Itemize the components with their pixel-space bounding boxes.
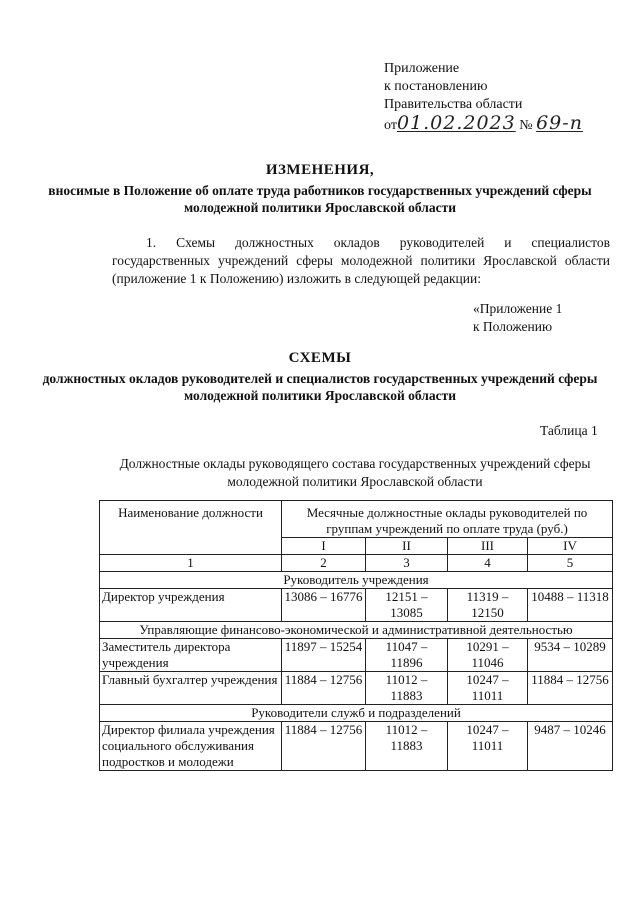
salary-cell: 11884 – 12756 xyxy=(282,722,366,771)
salary-cell: 11884 – 12756 xyxy=(528,672,613,705)
position-name: Главный бухгалтер учреждения xyxy=(100,672,282,705)
header-monthly-salaries: Месячные должностные оклады руководителей по группам учреждений по оплате труда (руб.) xyxy=(282,501,613,538)
section-title: Управляющие финансово-экономической и административной деятельностью xyxy=(100,622,613,639)
annex-date-line xyxy=(384,114,583,135)
salary-cell: 10247 – 11011 xyxy=(448,722,528,771)
group-header: II xyxy=(366,538,448,555)
table-number: Таблица 1 xyxy=(540,423,598,438)
salary-cell: 9534 – 10289 xyxy=(528,639,613,672)
number-label: № xyxy=(519,118,533,133)
table-row xyxy=(100,672,613,705)
section-row xyxy=(100,572,613,589)
table-caption: Должностные оклады руководящего состава государственных учреждений сферы молодежной политики Ярославской области xyxy=(119,456,591,489)
position-name: Директор филиала учреждения социального обслуживания подростков и молодежи xyxy=(100,722,282,771)
salary-cell: 12151 – 13085 xyxy=(366,589,448,622)
salary-cell: 13086 – 16776 xyxy=(282,589,366,622)
salary-cell: 9487 – 10246 xyxy=(528,722,613,771)
salary-cell: 11012 – 11883 xyxy=(366,722,448,771)
changes-title: ИЗМЕНЕНИЯ, xyxy=(265,162,375,178)
salary-cell: 11884 – 12756 xyxy=(282,672,366,705)
position-name: Заместитель директора учреждения xyxy=(100,639,282,672)
annex-line-3: Правительства области xyxy=(384,97,523,112)
paragraph-text: 1. Схемы должностных окладов руководителей и специалистов государственных учреждений сферы молодежной политики Ярославской области (приложение 1 к Положению) изложить в следующей редакции: xyxy=(112,235,610,286)
salary-cell: 10488 – 11318 xyxy=(528,589,613,622)
column-number: 5 xyxy=(528,555,613,572)
table-row xyxy=(100,722,613,771)
annex-1-block xyxy=(473,300,562,336)
section-row xyxy=(100,622,613,639)
schemes-title: СХЕМЫ xyxy=(288,350,352,366)
annex-line-2: к постановлению xyxy=(384,79,488,94)
body-paragraph xyxy=(112,234,610,288)
column-number: 1 xyxy=(100,555,282,572)
annex-1-line-1: «Приложение 1 xyxy=(473,301,563,316)
salary-cell: 11897 – 15254 xyxy=(282,639,366,672)
annex-1-line-2: к Положению xyxy=(473,319,553,334)
changes-subtitle: вносимые в Положение об оплате труда работников государственных учреждений сферы молодежной политики Ярославской области xyxy=(48,183,592,215)
section-title: Руководители служб и подразделений xyxy=(100,705,613,722)
table-header-row xyxy=(100,501,613,538)
column-number: 3 xyxy=(366,555,448,572)
annex-line-1: Приложение xyxy=(384,61,460,76)
table-row xyxy=(100,639,613,672)
schemes-subtitle: должностных окладов руководителей и специалистов государственных учреждений сферы молодежной политики Ярославской области xyxy=(42,371,598,403)
salary-table xyxy=(99,500,613,771)
handwritten-number: 69-п xyxy=(536,112,583,134)
from-label: от xyxy=(384,118,397,133)
header-position-name: Наименование должности xyxy=(100,501,282,555)
salary-cell: 10291 – 11046 xyxy=(448,639,528,672)
handwritten-date: 01.02.2023 xyxy=(396,112,516,134)
salary-cell: 11319 – 12150 xyxy=(448,589,528,622)
annex-block xyxy=(384,60,583,135)
salary-cell: 10247 – 11011 xyxy=(448,672,528,705)
group-header: IV xyxy=(528,538,613,555)
group-header: III xyxy=(448,538,528,555)
salary-cell: 11012 – 11883 xyxy=(366,672,448,705)
table-row xyxy=(100,589,613,622)
position-name: Директор учреждения xyxy=(100,589,282,622)
group-header: I xyxy=(282,538,366,555)
salary-cell: 11047 – 11896 xyxy=(366,639,448,672)
column-number: 2 xyxy=(282,555,366,572)
column-numbers-row xyxy=(100,555,613,572)
section-title: Руководитель учреждения xyxy=(100,572,613,589)
column-number: 4 xyxy=(448,555,528,572)
section-row xyxy=(100,705,613,722)
